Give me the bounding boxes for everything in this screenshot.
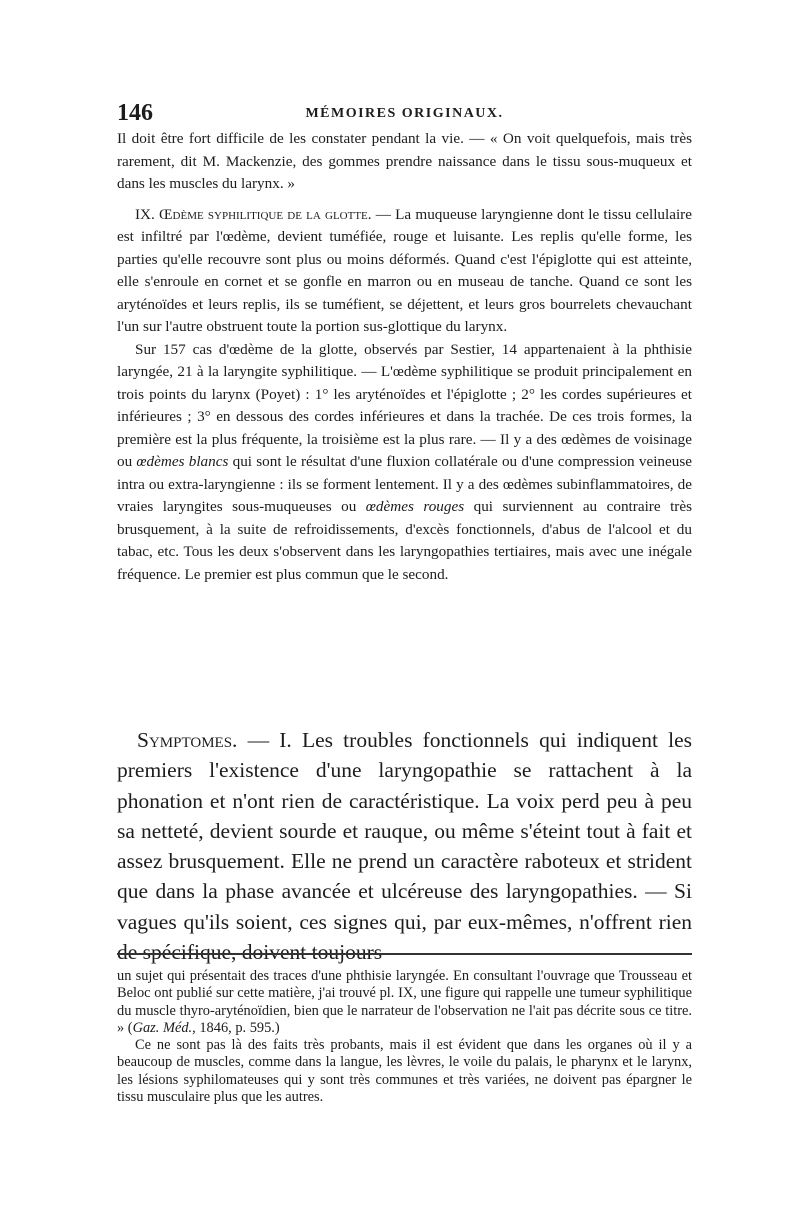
term-oedemes-rouges: œdèmes rouges — [365, 498, 465, 515]
term-oedemes-blancs: œdèmes blancs — [136, 453, 229, 470]
paragraph-gommes: Il doit être fort difficile de les constater pendant la vie. — « On voit quelquefois, mais très rarement, dit M. Mackenzie, des gommes prendre naissance dans le tissu sous-muqueux et dans les muscles du larynx. » — [117, 130, 692, 192]
page-header — [117, 100, 692, 126]
paragraph-oedeme — [117, 204, 692, 339]
sestier-text-c: qui surviennent au contraire très brusquement, à la suite de refroidissements, d'excès fonctionnels, d'abus de l'alcool et du tabac, etc. Tous les deux s'observent dans les laryngopathies tertiaires, mais avec une inégale fréquence. Le premier est plus commun que le second. — [117, 498, 692, 583]
running-title: MÉMOIRES ORIGINAUX. — [305, 106, 504, 121]
sestier-text-b: qui sont le résultat d'une fluxion collatérale ou d'une compression veineuse intra ou extra-laryngienne : ils se forment lentement. Il y a des œdèmes subinflammatoires, de vraies laryngites sous-muqueuses ou — [117, 453, 692, 515]
footnote-rule — [117, 953, 692, 955]
oedeme-body: — La muqueuse laryngienne dont le tissu cellulaire est infiltré par l'œdème, devient tuméfiée, rouge et luisante. Les replis qu'elle forme, les parties qu'elle recouvre sont plus ou moins déformés. Quand c'est l'épiglotte qui est atteinte, elle s'enroule en cornet et se gonfle en marron ou en museau de tanche. Quand ce sont les aryténoïdes et leurs replis, ils se tuméfient, se déjettent, et leurs gros bourrelets chevauchant l'un sur l'autre obstruent toute la portion sus-glottique du larynx. — [117, 205, 692, 335]
footnote-continued — [117, 968, 692, 1037]
footnote-text-b: , 1846, p. 595.) — [192, 1019, 280, 1036]
footnote-text-a: un sujet qui présentait des traces d'une phthisie laryngée. En consultant l'ouvrage que Trousseau et Beloc ont publié sur cette matière, j'ai trouvé pl. IX, une figure qui rappelle une tumeur syphilitique du muscle thyro-aryténoïdien, bien que le narrateur de l'observation ne l'ait pas décrite sous ce titre. » ( — [117, 968, 692, 1036]
main-text-small — [117, 128, 692, 586]
footnotes — [117, 968, 692, 1106]
paragraph-symptomes — [117, 725, 692, 967]
symptomes-body: — I. Les troubles fonctionnels qui indiquent les premiers l'existence d'une laryngopathie se rattachent à la phonation et n'ont rien de caractéristique. La voix perd peu à peu sa netteté, devient sourde et rauque, ou même s'éteint tout à fait et assez brusquement. Elle ne prend un caractère raboteux et strident que dans la phase avancée et ulcéreuse des laryngopathies. — Si vagues qu'ils soient, ces signes qui, par eux-mêmes, n'offrent rien de spécifique, doivent toujours — [117, 728, 692, 965]
sestier-text-a: Sur 157 cas d'œdème de la glotte, observés par Sestier, 14 appartenaient à la phthisie laryngée, 21 à la laryngite syphilitique. — L'œdème syphilitique se produit principalement en trois points du larynx (Poyet) : 1° les aryténoïdes et l'épiglotte ; 2° les cordes supérieures et inférieures ; 3° en dessous des cordes inférieures et dans la trachée. De ces trois formes, la première est la plus fréquente, la troisième est la plus rare. — Il y a des œdèmes de voisinage ou — [117, 340, 692, 470]
main-text-large — [117, 725, 692, 967]
page-number: 146 — [117, 100, 153, 126]
section-heading-oedeme: IX. Œdème syphilitique de la glotte. — [135, 205, 372, 223]
section-heading-symptomes: Symptomes. — [137, 728, 238, 752]
paragraph-sestier — [117, 339, 692, 587]
footnote-citation: Gaz. Méd. — [132, 1019, 193, 1036]
footnote-probants: Ce ne sont pas là des faits très probants, mais il est évident que dans les organes où il y a beaucoup de muscles, comme dans la langue, les lèvres, le voile du palais, le pharynx et le larynx, les lésions syphilomateuses qui y sont très communes et très variées, ne doivent pas épargner le tissu musculaire plus que les autres. — [117, 1037, 692, 1106]
